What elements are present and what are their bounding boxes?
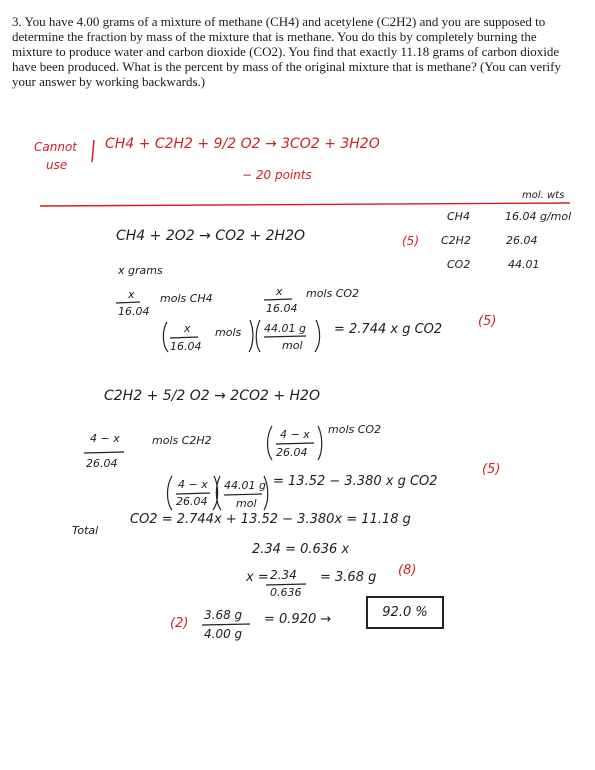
conv2-denominator1: 26.04 xyxy=(176,495,208,508)
acet-denominator: 26.04 xyxy=(86,457,118,470)
conv1-denominator2: mol xyxy=(282,339,303,352)
conv1-unit: mols xyxy=(215,326,242,339)
final-answer: 92.0 % xyxy=(382,605,428,620)
red-divider-stroke xyxy=(92,140,94,162)
fraction-bar-conv1a xyxy=(170,337,198,338)
x-equals-label: x = xyxy=(246,570,269,585)
grader-comment-cannot: Cannot xyxy=(34,140,77,154)
acet-co2-denominator: 26.04 xyxy=(276,446,308,459)
mass-table-header: mol. wts xyxy=(522,190,565,201)
mol-co2-numerator: x xyxy=(276,285,283,298)
mol-co2-unit: mols CO2 xyxy=(306,287,360,300)
total-label: Total xyxy=(72,524,99,537)
acet-co2-numerator: 4 − x xyxy=(280,428,310,441)
acetylene-equation: C2H2 + 5/2 O2 → 2CO2 + H2O xyxy=(104,388,320,404)
bracket-conv1-left xyxy=(163,322,168,352)
percent-denominator: 4.00 g xyxy=(204,627,243,641)
mol-co2-denominator: 16.04 xyxy=(266,302,298,315)
points-solution: (8) xyxy=(398,563,417,578)
mass-table-value-co2: 44.01 xyxy=(508,258,540,271)
mass-table-species-c2h2: C2H2 xyxy=(441,234,471,247)
bracket-acet-co2-right xyxy=(318,426,322,460)
grader-comment-use: use xyxy=(46,158,68,172)
mass-table-value-c2h2: 26.04 xyxy=(506,234,538,247)
fraction-bar-percent xyxy=(202,624,250,625)
mol-ch4-numerator: x xyxy=(128,288,135,301)
bracket-conv2-right xyxy=(264,476,268,510)
acet-unit: mols C2H2 xyxy=(152,434,212,447)
mol-ch4-unit: mols CH4 xyxy=(160,292,213,305)
fraction-bar-x xyxy=(266,584,306,585)
conv2-numerator2: 44.01 g xyxy=(224,479,266,492)
fraction-bar-conv2b xyxy=(224,494,262,495)
x-grams-label: x grams xyxy=(118,264,163,277)
total-equation: CO2 = 2.744x + 13.52 − 3.380x = 11.18 g xyxy=(130,512,411,527)
percent-numerator: 3.68 g xyxy=(204,608,243,622)
x-numerator: 2.34 xyxy=(270,568,297,582)
bracket-conv2-left xyxy=(168,476,173,510)
mass-table-value-ch4: 16.04 g/mol xyxy=(505,210,572,223)
points-co2-methane: (5) xyxy=(478,314,497,329)
bracket-conv1-mid-b xyxy=(256,320,260,352)
simplified-equation: 2.34 = 0.636 x xyxy=(252,542,350,557)
acet-co2-unit: mols CO2 xyxy=(328,423,382,436)
deduction-note: − 20 points xyxy=(242,168,312,182)
conv2-numerator1: 4 − x xyxy=(178,478,208,491)
mass-table-species-co2: CO2 xyxy=(447,258,471,271)
points-mass-table: (5) xyxy=(402,234,419,248)
red-rule-line xyxy=(40,203,570,206)
conv1-numerator2: 44.01 g xyxy=(264,322,306,335)
conv1-numerator1: x xyxy=(184,322,191,335)
conv1-result: = 2.744 x g CO2 xyxy=(334,322,443,337)
conv2-result: = 13.52 − 3.380 x g CO2 xyxy=(273,474,438,489)
x-denominator: 0.636 xyxy=(270,586,302,599)
methane-equation: CH4 + 2O2 → CO2 + 2H2O xyxy=(116,228,305,244)
points-co2-acetylene: (5) xyxy=(482,462,501,477)
percent-result: = 0.920 → xyxy=(264,612,332,627)
fraction-bar-acet-co2 xyxy=(276,443,314,444)
bracket-conv1-right xyxy=(315,320,320,352)
fraction-bar-acet xyxy=(84,452,124,453)
problem-statement: 3. You have 4.00 grams of a mixture of methane (CH4) and acetylene (C2H2) and you are supposed to determine the fraction by mass of the mixture that is methane. You do this by completely burning the mixture to produce water and carbon dioxide (CO2). You find that exactly 11.18 grams of carbon dioxide have been produced. What is the percent by mass of the original mixture that is methane? (You can verify your answer by working backwards.) xyxy=(12,14,561,89)
bracket-acet-co2-left xyxy=(268,426,273,460)
wrong-equation: CH4 + C2H2 + 9/2 O2 → 3CO2 + 3H2O xyxy=(105,136,380,152)
conv2-denominator2: mol xyxy=(236,497,257,510)
conv1-denominator1: 16.04 xyxy=(170,340,202,353)
fraction-bar-conv2a xyxy=(176,493,210,494)
fraction-bar-mol-co2 xyxy=(264,299,292,300)
mass-table-species-ch4: CH4 xyxy=(447,210,470,223)
fraction-bar-conv1b xyxy=(264,336,306,337)
points-percent: (2) xyxy=(170,616,189,631)
fraction-bar-mol-ch4 xyxy=(116,302,140,303)
bracket-conv1-mid-a xyxy=(249,320,253,352)
x-result: = 3.68 g xyxy=(320,570,377,585)
acet-numerator: 4 − x xyxy=(90,432,120,445)
mol-ch4-denominator: 16.04 xyxy=(118,305,150,318)
